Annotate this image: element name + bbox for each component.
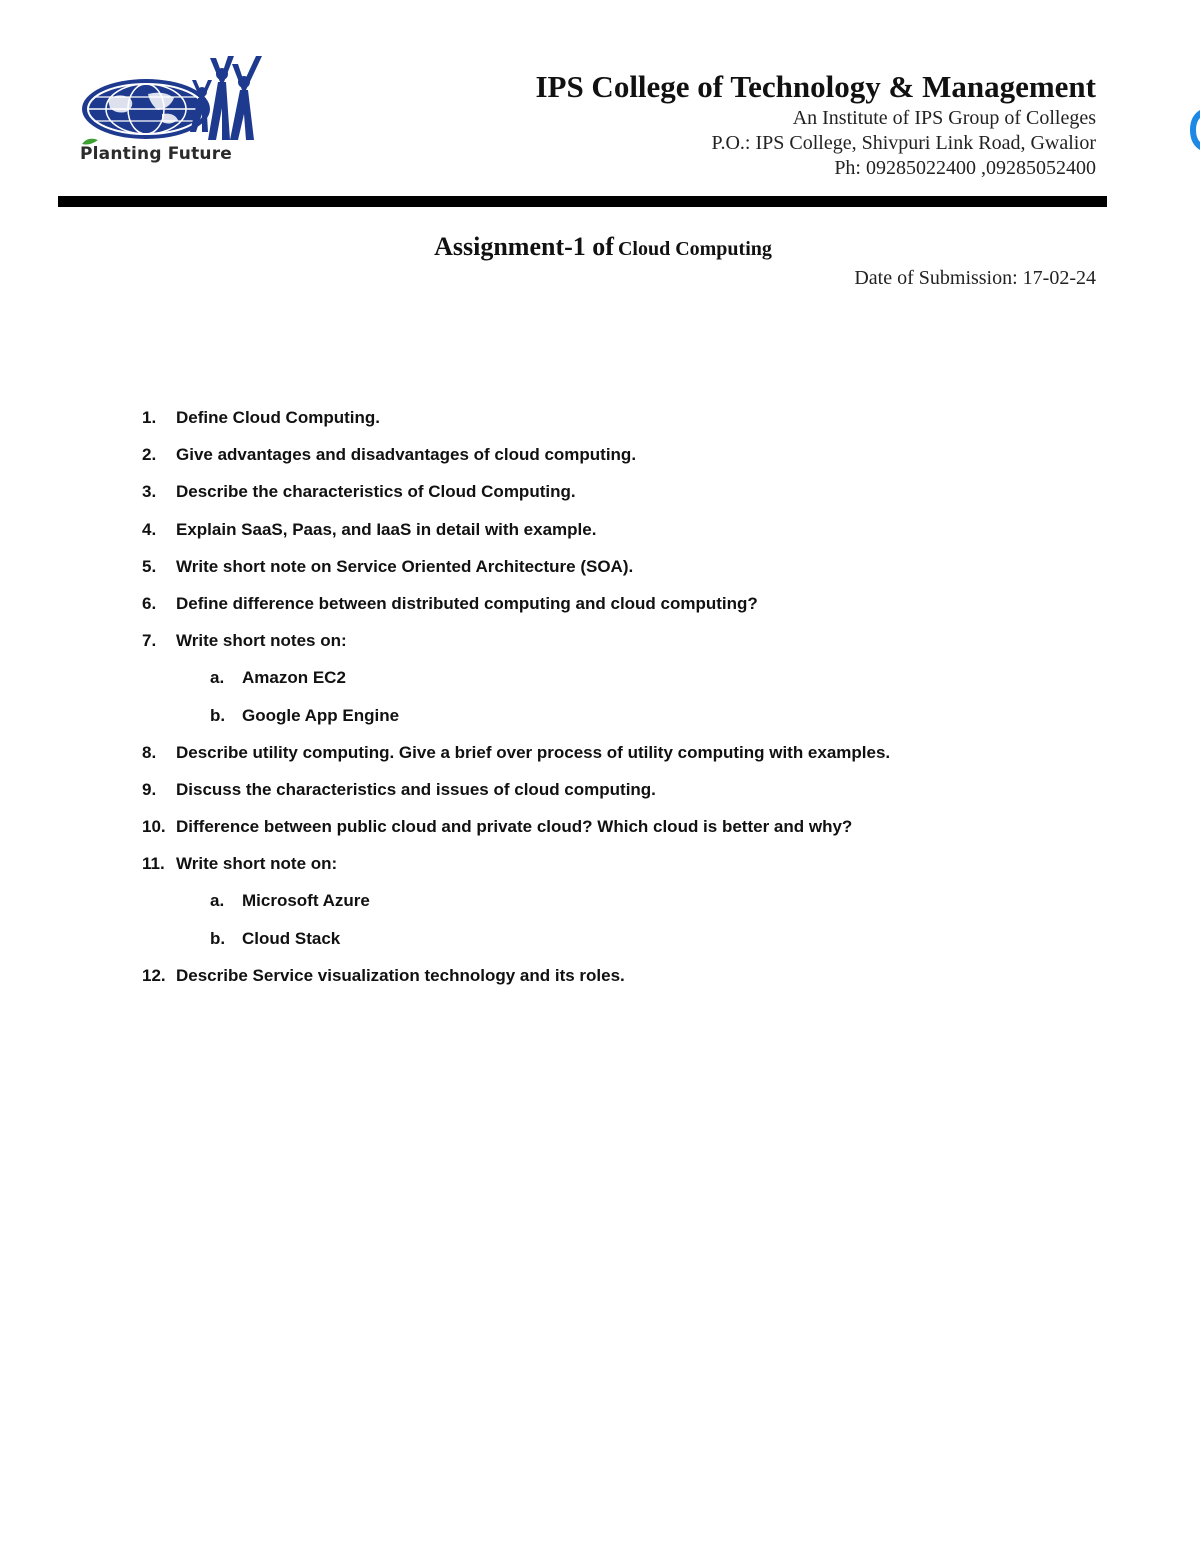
address-line: P.O.: IPS College, Shivpuri Link Road, Gwalior bbox=[711, 132, 1096, 154]
question-list bbox=[142, 406, 1042, 1001]
question-number: 12. bbox=[142, 965, 166, 985]
college-header bbox=[535, 68, 1096, 181]
submission-date: Date of Submission: 17-02-24 bbox=[854, 267, 1096, 289]
list-item bbox=[142, 629, 1042, 666]
sub-question-text: Cloud Stack bbox=[242, 928, 341, 948]
list-item bbox=[142, 852, 1042, 889]
list-item bbox=[142, 555, 1042, 592]
phone-line: Ph: 09285022400 ,09285052400 bbox=[834, 157, 1096, 179]
list-item bbox=[142, 443, 1042, 480]
institute-line: An Institute of IPS Group of Colleges bbox=[792, 107, 1096, 129]
question-text: Write short note on: bbox=[176, 854, 338, 874]
sub-list-item bbox=[142, 704, 1042, 741]
question-text: Write short note on Service Oriented Architecture (SOA). bbox=[176, 556, 634, 576]
question-number: 4. bbox=[142, 519, 157, 539]
sub-list-item bbox=[142, 666, 1042, 703]
header-divider bbox=[58, 196, 1107, 207]
question-text: Explain SaaS, Paas, and IaaS in detail with example. bbox=[176, 519, 597, 539]
question-number: 8. bbox=[142, 742, 157, 762]
sub-question-letter: b. bbox=[210, 705, 226, 725]
question-text: Write short notes on: bbox=[176, 631, 347, 651]
sub-question-text: Google App Engine bbox=[242, 705, 400, 725]
question-text: Describe utility computing. Give a brief over process of utility computing with examples. bbox=[176, 742, 891, 762]
sub-question-letter: a. bbox=[210, 668, 225, 688]
sub-list-item bbox=[142, 889, 1042, 926]
question-text: Define Cloud Computing. bbox=[176, 408, 380, 427]
question-number: 2. bbox=[142, 445, 157, 465]
question-number: 10. bbox=[142, 817, 166, 837]
edge-logo-icon bbox=[1188, 108, 1200, 152]
sub-question-text: Amazon EC2 bbox=[242, 668, 346, 688]
college-name: IPS College of Technology & Management bbox=[535, 69, 1096, 104]
question-number: 1. bbox=[142, 408, 157, 427]
list-item bbox=[142, 592, 1042, 629]
list-item bbox=[142, 815, 1042, 852]
question-number: 11. bbox=[142, 854, 165, 874]
sub-list-item bbox=[142, 927, 1042, 964]
assignment-title bbox=[0, 232, 1200, 262]
sub-question-letter: a. bbox=[210, 891, 225, 911]
list-item bbox=[142, 778, 1042, 815]
question-number: 7. bbox=[142, 631, 157, 651]
question-text: Give advantages and disadvantages of cloud computing. bbox=[176, 445, 637, 465]
question-number: 5. bbox=[142, 556, 157, 576]
list-item bbox=[142, 964, 1042, 1001]
sub-question-text: Microsoft Azure bbox=[242, 891, 370, 911]
list-item bbox=[142, 741, 1042, 778]
list-item bbox=[142, 480, 1042, 517]
globe-logo-icon bbox=[78, 52, 268, 147]
assignment-title-main: Assignment-1 of bbox=[434, 232, 614, 261]
question-number: 3. bbox=[142, 482, 157, 502]
question-number: 9. bbox=[142, 779, 157, 799]
question-number: 6. bbox=[142, 593, 157, 613]
question-text: Describe the characteristics of Cloud Computing. bbox=[176, 482, 576, 502]
question-text: Difference between public cloud and private cloud? Which cloud is better and why? bbox=[176, 817, 853, 837]
logo-tagline: Planting Future bbox=[80, 144, 233, 164]
question-text: Define difference between distributed computing and cloud computing? bbox=[176, 593, 758, 613]
assignment-subject: Cloud Computing bbox=[617, 238, 772, 260]
list-item bbox=[142, 406, 1042, 443]
list-item bbox=[142, 518, 1042, 555]
question-text: Discuss the characteristics and issues of cloud computing. bbox=[176, 779, 656, 799]
sub-question-letter: b. bbox=[210, 928, 226, 948]
question-text: Describe Service visualization technology and its roles. bbox=[176, 965, 625, 985]
